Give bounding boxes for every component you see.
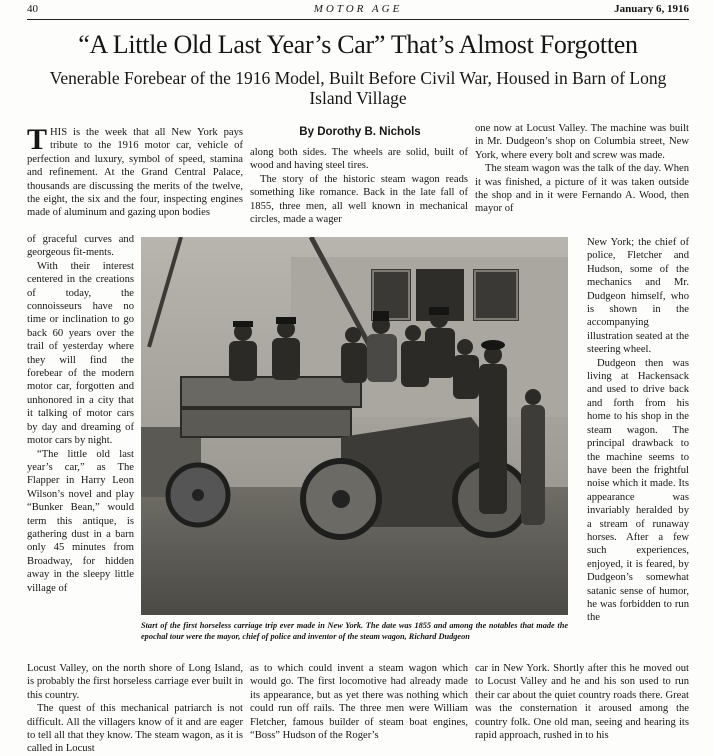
col2-top [250, 146, 468, 226]
paragraph: The quest of this mechanical patriarch is not difficult. All the villagers know of it and are eager to tell all that they know. The steam wagon, as it is called in Locust [27, 703, 243, 755]
col1-top-text: HIS is the week that all New York pays tribute to the 1916 motor car, vehicle of perfection and luxury, symbol of speed, stamina and refinement. At the Grand Central Palace, thousands are discussing the merits of the twelve, the eight, the six and the four, inspecting engines made of aluminum and gazing upon bodies [27, 127, 243, 219]
magazine-name: MOTOR AGE [313, 3, 403, 15]
steam-wagon-photo [141, 237, 568, 615]
paragraph: of graceful curves and georgeous fit-ments. [27, 234, 134, 259]
paragraph: With their interest centered in the creations of today, the connoisseurs have no time or inclination to go back 60 years over the trail of yesterday where they will find the forebear of the modern motor car, forgotten and unhonored in a city that it talking of motor cars by day and dreaming of motor cars by night. [27, 260, 134, 447]
col3-narrow [587, 236, 689, 625]
deck: Venerable Forebear of the 1916 Model, Built Before Civil War, Housed in Barn of Long Island Village [49, 68, 667, 108]
page-number: 40 [27, 3, 38, 15]
paragraph: as to which could invent a steam wagon which would go. The first locomotive had already made its appearance, but as yet there was nothing which could run off rails. The three men were William Fletcher, famous builder of steam boat engines, “Boss” Hudson of the Roger’s [250, 663, 468, 742]
paragraph: Locust Valley, on the north shore of Long Island, is probably the first horseless carriage ever built in this country. [27, 663, 243, 701]
col1-narrow [27, 233, 134, 595]
col1-top [27, 123, 243, 220]
paragraph: one now at Locust Valley. The machine was built in Mr. Dudgeon’s shop on Columbia street, New York, where every bolt and screw was made. [475, 123, 689, 161]
photo-caption: Start of the first horseless carriage trip ever made in New York. The date was 1855 and among the notables that made the epochal tour were the mayor, chief of police and inventor of the steam wagon, Richard Dudgeon [141, 621, 568, 641]
paragraph: car in New York. Shortly after this he moved out to Locust Valley and he and his son used to run their car about the quiet country roads there. Great was the consternation it aroused among the country folk. One old man, seeing and hearing its rapid approach, rushed in to his [475, 663, 689, 742]
col1-bottom [27, 662, 243, 756]
drop-cap: T [27, 123, 48, 156]
byline: By Dorothy B. Nichols [299, 126, 421, 138]
header-rule [27, 19, 689, 20]
col3-bottom [475, 662, 689, 742]
paragraph: “The little old last year’s car,” as The Flapper in Harry Leon Wilson’s novel and play “Bunker Bean,” would term this antique, is gathering dust in a barn only 45 minutes from Broadway, for hidden away in the sleepy little village of [27, 448, 134, 594]
paragraph: along both sides. The wheels are solid, built of wood and having steel tires. [250, 147, 468, 172]
issue-date: January 6, 1916 [614, 3, 689, 15]
paragraph: New York; the chief of police, Fletcher and Hudson, some of the mechanics and Mr. Dudgeon himself, who is shown in the accompanying illustration seated at the steering wheel. [587, 237, 689, 356]
col3-top [475, 122, 689, 216]
col2-bottom [250, 662, 468, 742]
running-head [27, 3, 689, 19]
paragraph: Dudgeon then was living at Hackensack and used to drive back and forth from his home to his shop in the steam wagon. The principal drawback to the machine seems to have been the frightful noise which it made. Its appearance was invariably heralded by a stream of runaway horses. After a few such experiences, enjoyed, it is feared, by Dudgeon’s somewhat satanic sense of humor, he was forbidden to run the [587, 357, 689, 624]
paragraph: The story of the historic steam wagon reads something like romance. Back in the late fall of 1855, three men, all well known in mechanical circles, made a wager [250, 173, 468, 226]
headline: “A Little Old Last Year’s Car” That’s Almost Forgotten [78, 30, 638, 59]
paragraph: The steam wagon was the talk of the day. When it was finished, a picture of it was taken outside the shop and in it were Fernando A. Wood, then mayor of [475, 163, 689, 215]
